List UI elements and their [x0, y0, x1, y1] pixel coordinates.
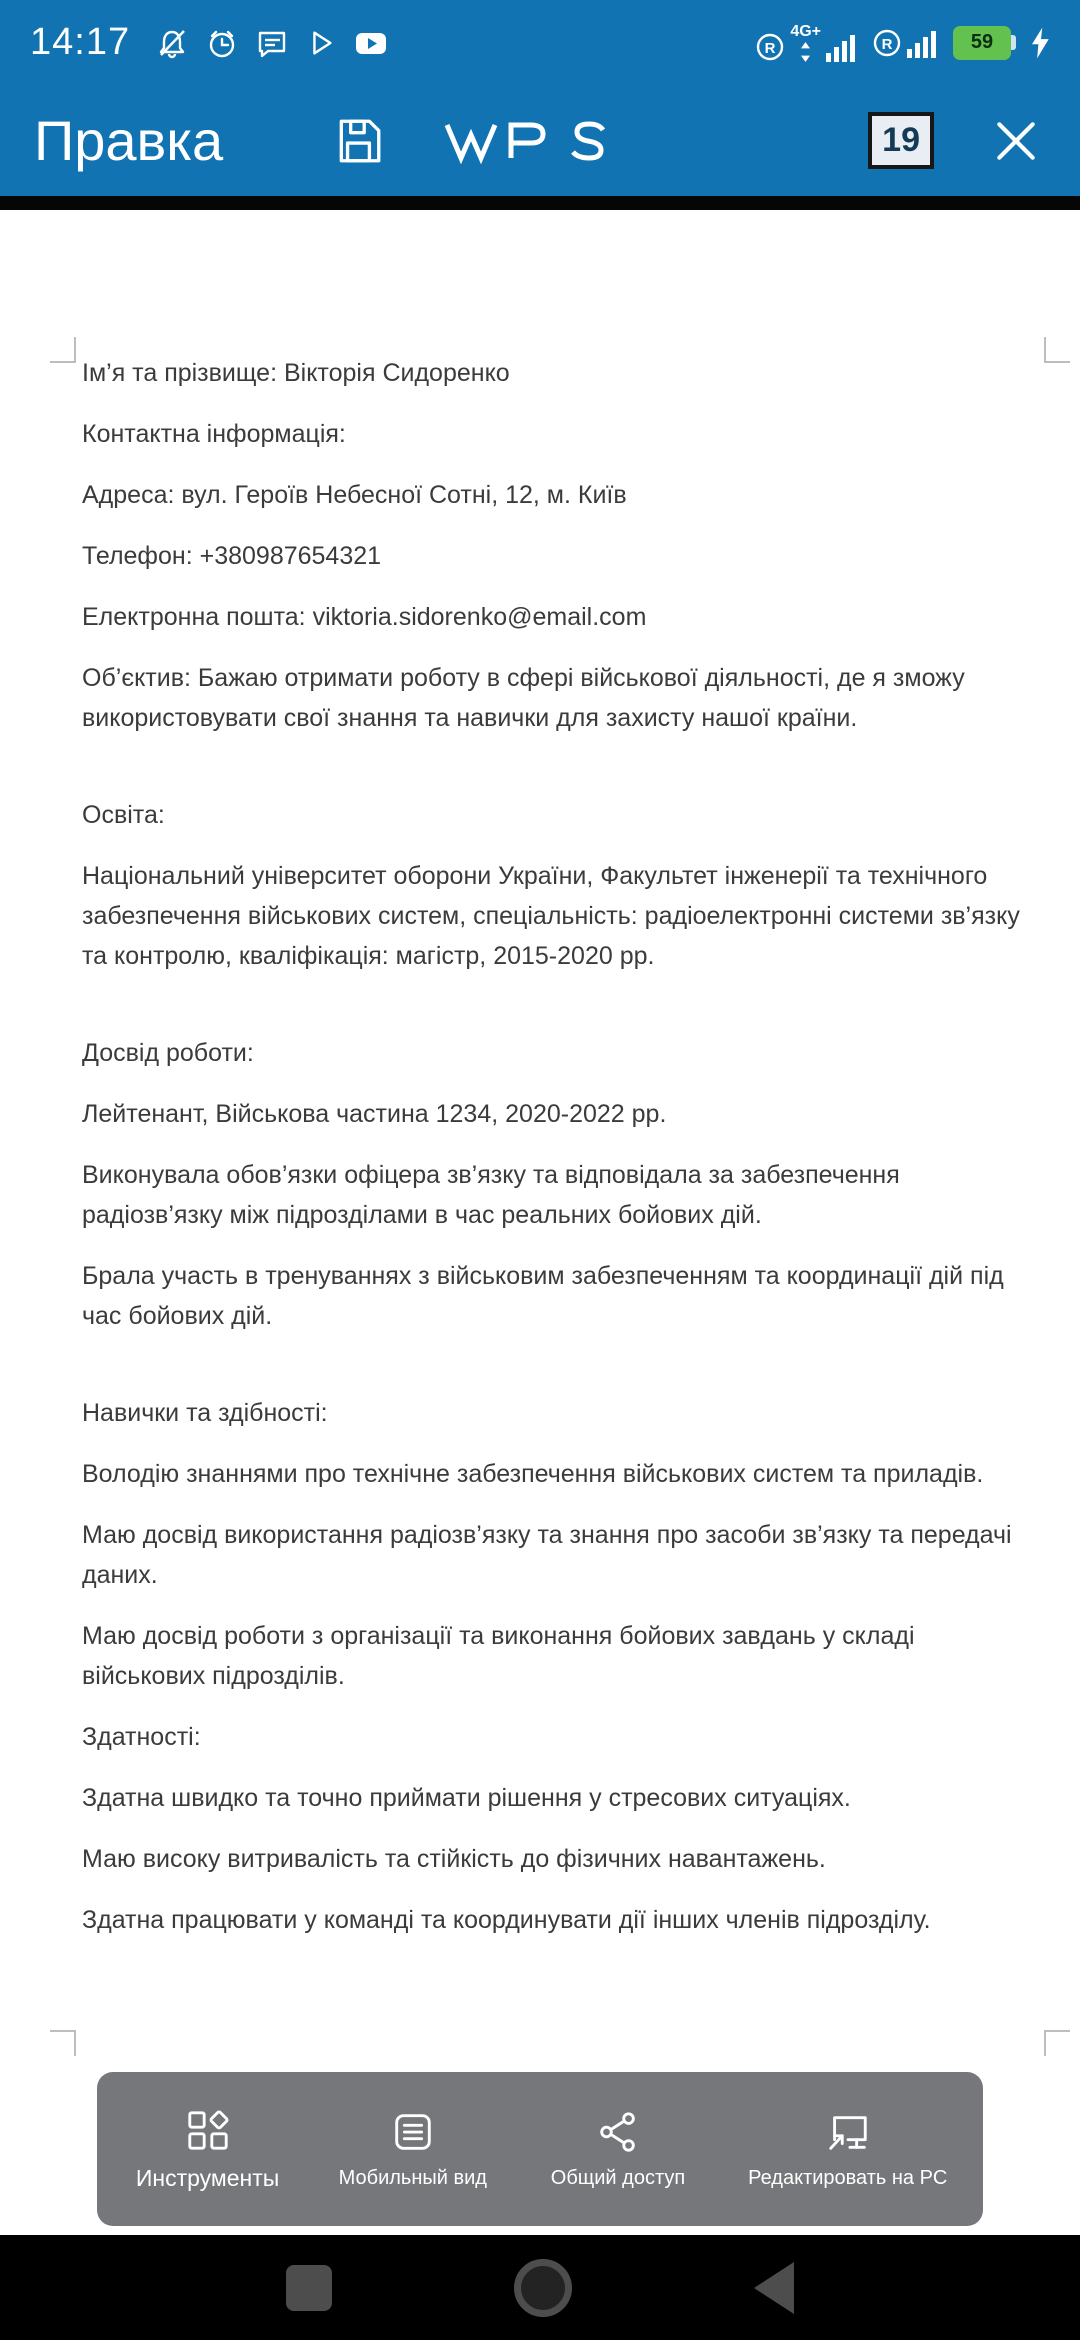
doc-paragraph[interactable]: Контактна інформація: [82, 420, 346, 448]
doc-paragraph[interactable]: Маю високу витривалість та стійкість до фізичних навантажень. [82, 1845, 826, 1873]
edit-mode-button[interactable]: Правка [34, 109, 224, 172]
doc-paragraph[interactable]: Освіта: [82, 801, 165, 829]
doc-paragraph[interactable]: Ім’я та прізвище: Вікторія Сидоренко [82, 359, 510, 387]
clock-time: 14:17 [30, 21, 131, 63]
toolbar-item-label: Мобильный вид [338, 2166, 487, 2189]
app-header [0, 85, 1080, 196]
doc-paragraph[interactable]: Адреса: вул. Героїв Небесної Сотні, 12, м. Київ [82, 481, 627, 509]
play-outline-icon [306, 27, 336, 59]
mute-icon [156, 27, 188, 59]
android-nav-bar [0, 2235, 1080, 2340]
recents-square-icon[interactable] [286, 2265, 332, 2311]
margin-corner-mark [1044, 2030, 1070, 2056]
doc-paragraph[interactable]: Здатності: [82, 1723, 201, 1751]
bottom-toolbar [97, 2072, 983, 2226]
roaming-icon [872, 28, 902, 58]
toolbar-item-share[interactable] [543, 2109, 693, 2190]
roaming-icon [755, 32, 785, 62]
back-triangle-icon[interactable] [754, 2262, 794, 2314]
sim1-network-status [755, 24, 856, 62]
toolbar-item-label: Редактировать на PC [748, 2166, 948, 2189]
margin-corner-mark [50, 2030, 76, 2056]
share-icon [595, 2109, 641, 2155]
network-type-label: 4G+ [790, 22, 821, 40]
doc-paragraph[interactable]: Національний університет оборони України, Факультет інженерії та технічного забезпечення військових систем, спеціальність: радіоелектронні системи зв’язку та контролю, кваліфікація: магістр, 2015-2020 рр. [82, 862, 1020, 970]
svg-text:R: R [764, 39, 776, 57]
status-bar-left [30, 21, 388, 64]
battery-nub [1011, 35, 1016, 50]
toolbar-item-label: Инструменты [135, 2164, 280, 2191]
alarm-icon [206, 27, 238, 59]
doc-paragraph[interactable]: Брала участь в тренуваннях з військовим забезпеченням та координації дій під час бойових дій. [82, 1262, 1004, 1330]
youtube-icon [354, 27, 388, 59]
battery-level [953, 26, 1011, 60]
signal-bars-icon [826, 32, 856, 62]
toolbar-item-mobile-view[interactable] [338, 2109, 488, 2190]
doc-paragraph[interactable]: Об’єктив: Бажаю отримати роботу в сфері військової діяльності, де я зможу використовувати свої знання та навички для захисту нашої країни. [82, 664, 965, 732]
document-page[interactable] [0, 210, 1080, 2235]
doc-paragraph[interactable]: Електронна пошта: viktoria.sidorenko@email.com [82, 603, 647, 631]
svg-text:R: R [881, 35, 893, 53]
message-icon [256, 27, 288, 59]
close-icon[interactable] [992, 117, 1040, 165]
toolbar-item-label: Общий доступ [550, 2166, 686, 2189]
doc-paragraph[interactable]: Досвід роботи: [82, 1039, 254, 1067]
doc-paragraph[interactable]: Телефон: +380987654321 [82, 542, 382, 570]
toolbar-item-tools[interactable] [133, 2107, 283, 2192]
battery-percent-label: 59 [970, 31, 994, 53]
margin-corner-mark [1044, 337, 1070, 363]
doc-paragraph[interactable]: Маю досвід використання радіозв’язку та знання про засоби зв’язку та передачі даних. [82, 1521, 1012, 1589]
doc-paragraph[interactable]: Виконувала обов’язки офіцера зв’язку та відповідала за забезпечення радіозв’язку між підрозділами в час реальних бойових дій. [82, 1161, 900, 1229]
signal-bars-icon [907, 28, 937, 58]
doc-paragraph[interactable]: Здатна швидко та точно приймати рішення у стресових ситуаціях. [82, 1784, 851, 1812]
doc-paragraph[interactable]: Маю досвід роботи з організації та виконання бойових завдань у складі військових підрозділів. [82, 1622, 915, 1690]
status-bar [0, 0, 1080, 85]
save-icon[interactable] [333, 115, 385, 167]
page-gap-divider [0, 196, 1080, 210]
wps-logo [443, 118, 613, 164]
status-bar-right [755, 24, 1050, 62]
charging-icon [1032, 27, 1050, 59]
network-type [790, 24, 821, 62]
page-indicator[interactable]: 19 [868, 112, 934, 169]
doc-paragraph[interactable]: Навички та здібності: [82, 1399, 328, 1427]
margin-corner-mark [50, 337, 76, 363]
doc-paragraph[interactable]: Володію знаннями про технічне забезпечення військових систем та приладів. [82, 1460, 984, 1488]
data-arrows-icon [801, 42, 810, 62]
doc-paragraph[interactable]: Здатна працювати у команді та координувати дії інших членів підрозділу. [82, 1906, 931, 1934]
battery-icon [953, 26, 1016, 60]
doc-paragraph[interactable]: Лейтенант, Військова частина 1234, 2020-2022 рр. [82, 1100, 667, 1128]
toolbar-item-edit-on-pc[interactable] [748, 2109, 947, 2190]
mobile-view-icon [390, 2109, 436, 2155]
tools-grid-icon [185, 2107, 231, 2153]
home-circle-icon[interactable] [514, 2259, 572, 2317]
edit-on-pc-icon [825, 2109, 871, 2155]
sim2-network-status [872, 28, 937, 58]
